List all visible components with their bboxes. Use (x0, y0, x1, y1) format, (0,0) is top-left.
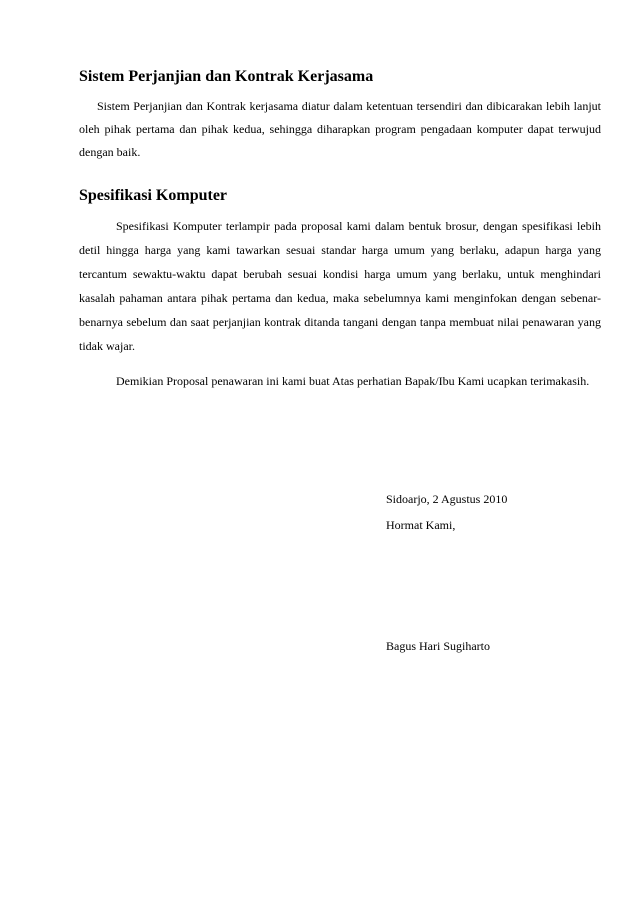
paragraph-specification: Spesifikasi Komputer terlampir pada proposal kami dalam bentuk brosur, dengan spesifikasi lebih detil hingga harga yang kami tawarkan sesuai standar harga umum yang berlaku, adapun harga yang tercantum sewaktu-waktu dapat berubah sesuai kondisi harga umum yang berlaku, untuk menghindari kasalah pahaman antara pihak pertama dan kedua, maka sebelumnya kami menginfokan dengan sebenar-benarnya sebelum dan saat perjanjian kontrak ditanda tangani dengan tanpa membuat nilai penawaran yang tidak wajar. (79, 219, 601, 353)
signature-place-date: Sidoarjo, 2 Agustus 2010 (386, 492, 508, 506)
signature-name: Bagus Hari Sugiharto (386, 639, 490, 653)
section-heading-contract: Sistem Perjanjian dan Kontrak Kerjasama (79, 68, 374, 85)
section-heading-specification: Spesifikasi Komputer (79, 187, 228, 204)
signature-salutation: Hormat Kami, (386, 518, 456, 532)
paragraph-contract: Sistem Perjanjian dan Kontrak kerjasama diatur dalam ketentuan tersendiri dan dibicarakan lebih lanjut oleh pihak pertama dan pihak kedua, sehingga diharapkan program pengadaan komputer dapat terwujud dengan baik. (79, 99, 601, 159)
paragraph-closing: Demikian Proposal penawaran ini kami buat Atas perhatian Bapak/Ibu Kami ucapkan terimakasih. (116, 374, 590, 388)
